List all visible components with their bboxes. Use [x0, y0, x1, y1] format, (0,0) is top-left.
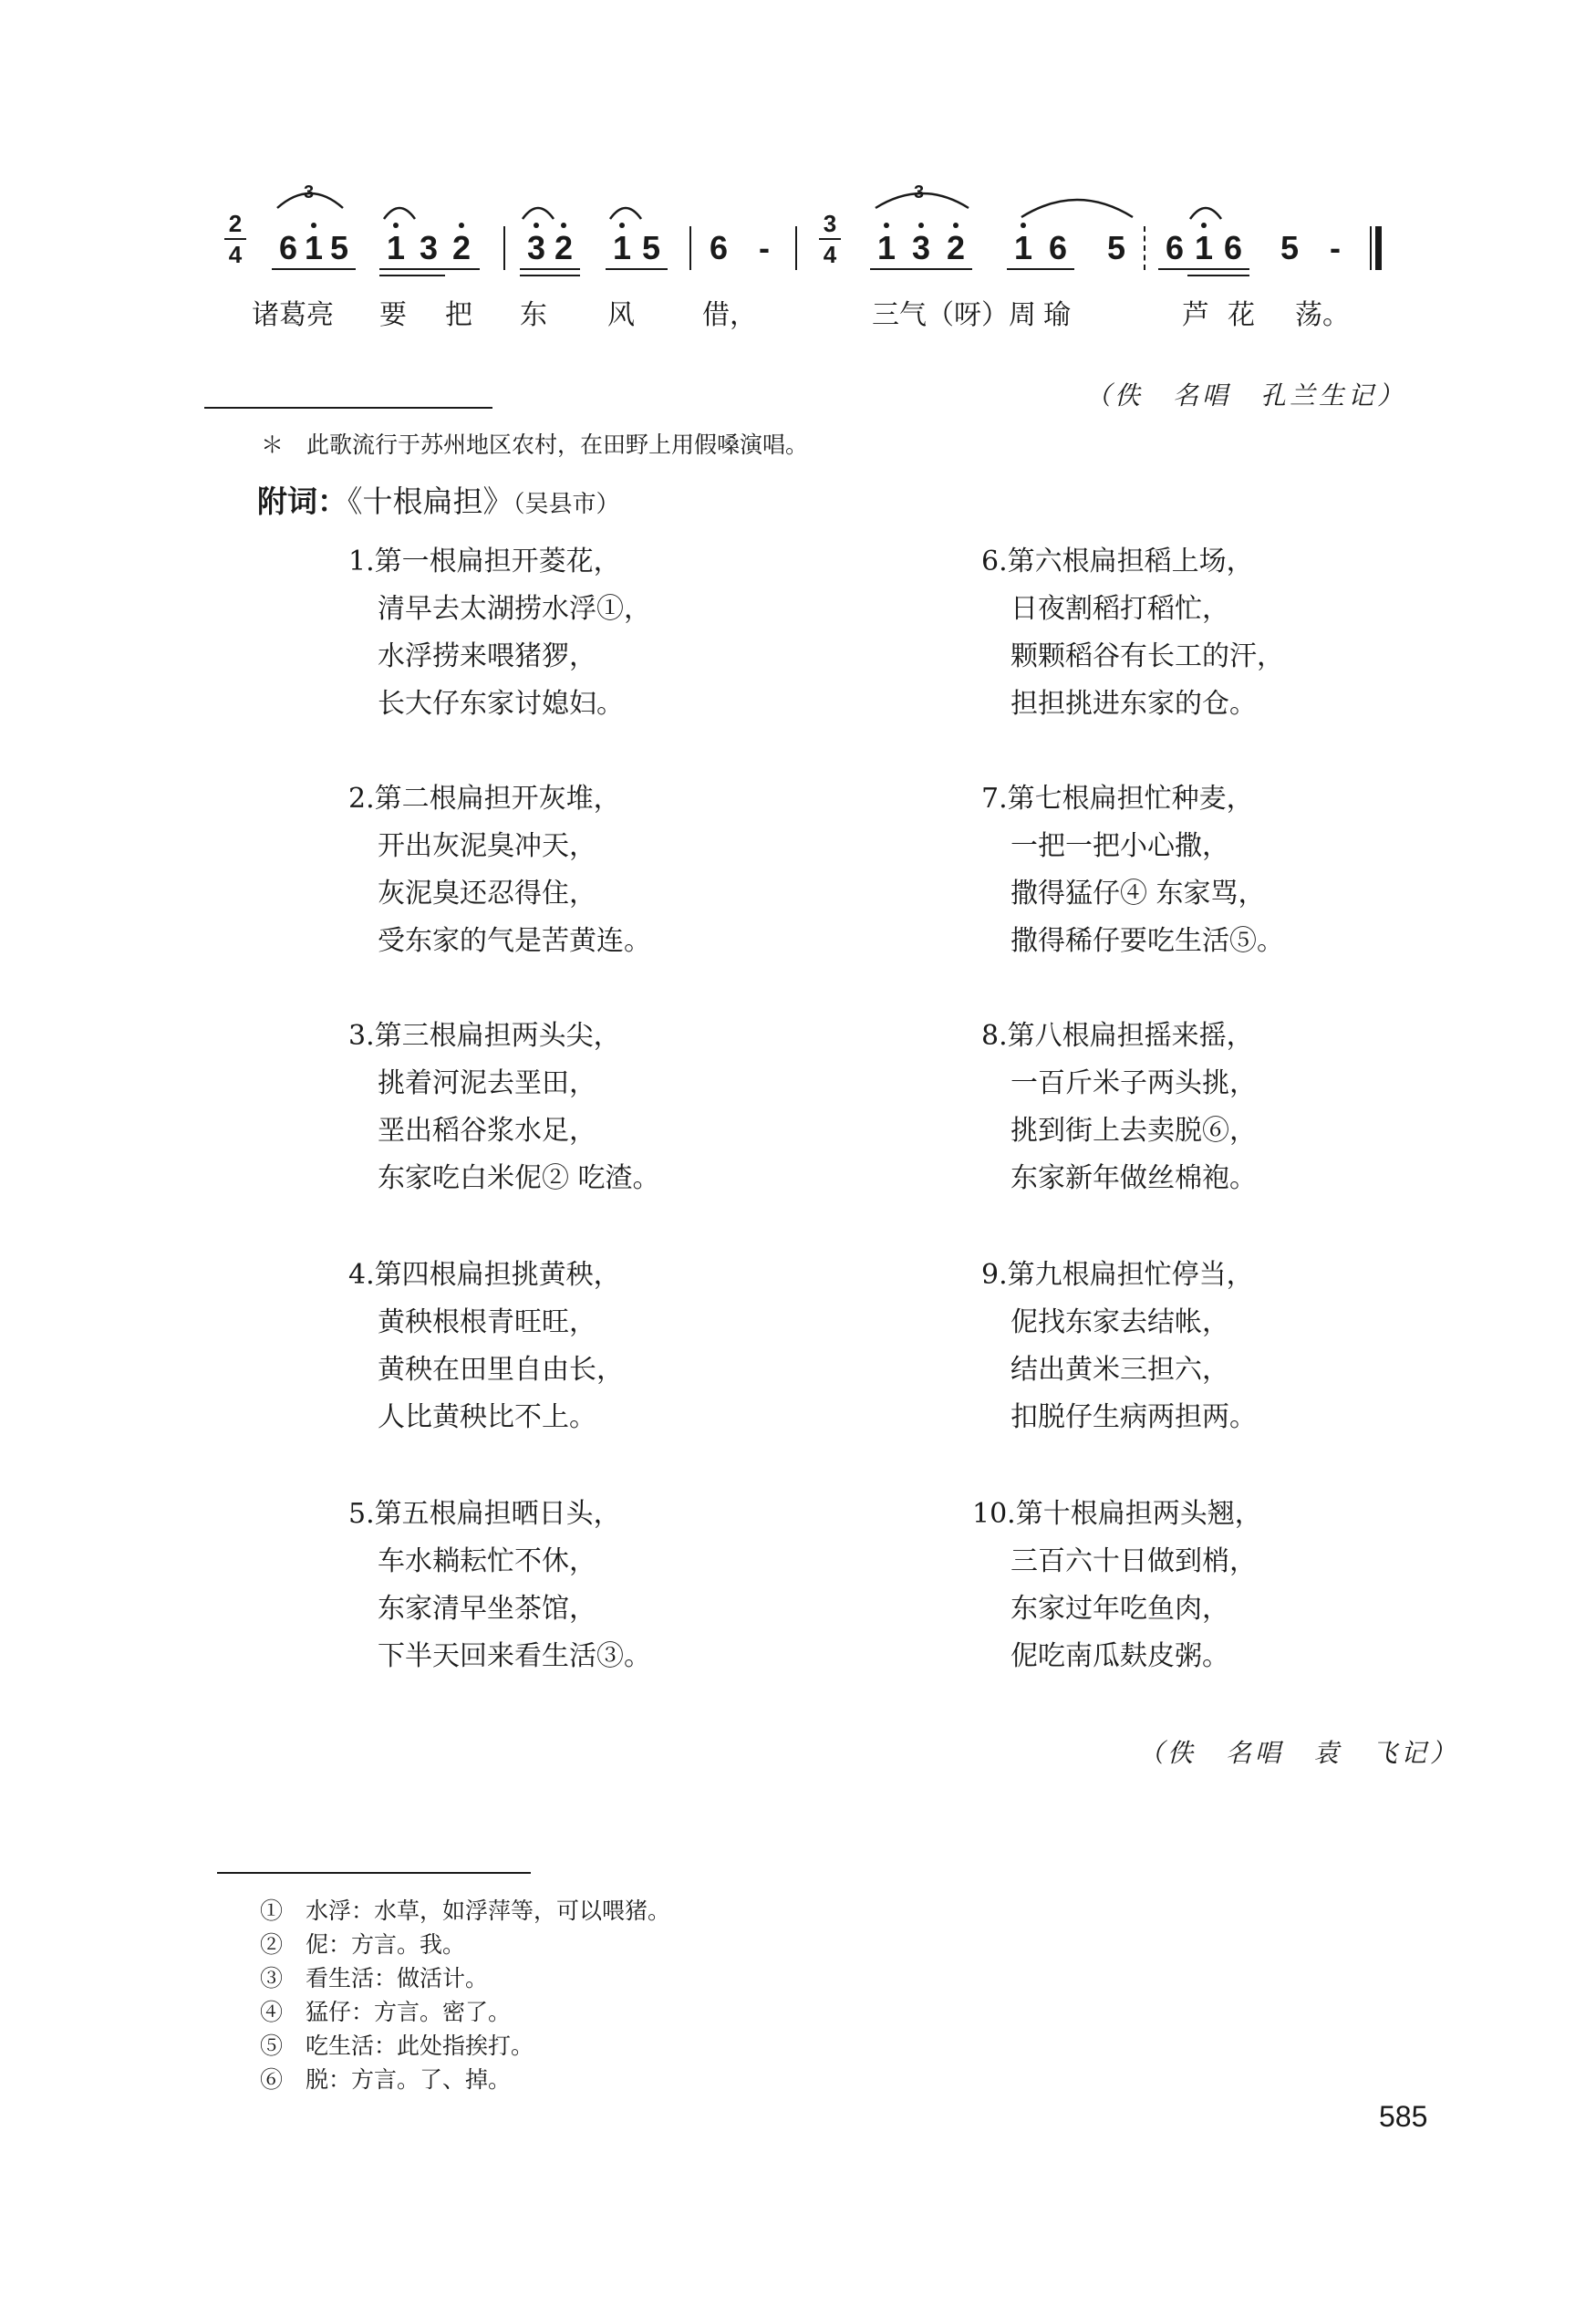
note: 6 — [709, 229, 729, 266]
footnote-rule — [204, 407, 492, 409]
verse-block — [348, 1252, 624, 1441]
lyric: 东 — [520, 299, 547, 331]
note: 1 — [1194, 229, 1214, 266]
note: 3 — [526, 229, 546, 266]
verse-line: 东家过年吃鱼肉， — [1010, 1593, 1229, 1625]
lyric: 要 — [379, 299, 407, 331]
fu-ci-heading — [257, 478, 620, 521]
verse-line: 担担挑进东家的仓。 — [1010, 688, 1257, 720]
verse-line: 挑着河泥去垩田， — [378, 1067, 596, 1099]
verse-line: 下半天回来看生活③。 — [378, 1640, 651, 1672]
verse-line: 9.第九根扁担忙停当， — [981, 1259, 1254, 1291]
note: 3 — [911, 229, 931, 266]
verse-line: 受东家的气是苦黄连。 — [378, 925, 651, 957]
verse-line: 伲吃南瓜麸皮粥。 — [1010, 1640, 1229, 1672]
verse-line: 清早去太湖捞水浮①， — [378, 593, 651, 625]
lyric: 荡。 — [1295, 299, 1350, 331]
note: 1 — [304, 229, 324, 266]
triplet-mark: 3 — [304, 182, 315, 203]
footnotes — [260, 1894, 670, 2096]
verse-line: 7.第七根扁担忙种麦， — [981, 783, 1254, 815]
lyric: 三气（呀）周 — [872, 299, 1036, 331]
note: 5 — [1106, 229, 1126, 266]
verse-line: 开出灰泥臭冲天， — [378, 830, 596, 862]
verse-block — [981, 1013, 1257, 1202]
time-signature — [819, 212, 841, 266]
verse-block — [348, 538, 651, 728]
verse-line: 灰泥臭还忍得住， — [378, 878, 596, 910]
verse-block — [348, 775, 651, 965]
lyric: 芦 — [1182, 299, 1209, 331]
verse-line: 黄秧根根青旺旺， — [378, 1306, 596, 1338]
note: 6 — [1165, 229, 1185, 266]
note: 2 — [554, 229, 574, 266]
lyric: 诸葛亮 — [252, 299, 334, 331]
footnote: ② 伲：方言。我。 — [260, 1931, 466, 1958]
verse-line: 东家新年做丝棉袍。 — [1010, 1162, 1257, 1194]
page-number: 585 — [1379, 2100, 1428, 2133]
note: 1 — [386, 229, 406, 266]
fu-ci-title: 《十根扁担》 — [347, 484, 513, 519]
note: 1 — [876, 229, 896, 266]
slur-mark — [607, 201, 644, 221]
verse-line: 10.第十根扁担两头翘， — [972, 1498, 1262, 1530]
verse-line: 日夜割稻打稻忙， — [1010, 593, 1229, 625]
verse-line: 水浮捞来喂猪猡， — [378, 640, 596, 672]
time-sig-bottom: 4 — [823, 241, 837, 268]
dash-note: - — [1330, 229, 1341, 266]
verse-line: 垩出稻谷浆水足， — [378, 1115, 596, 1147]
time-sig-bottom: 4 — [228, 241, 243, 268]
note: 5 — [641, 229, 661, 266]
verse-line: 一把一把小心撒， — [1010, 830, 1229, 862]
note: 6 — [1223, 229, 1243, 266]
fu-ci-place: （吴县市） — [513, 491, 620, 518]
verse-block — [981, 1252, 1257, 1441]
verse-line: 8.第八根扁担摇来摇， — [981, 1020, 1254, 1052]
verse-line: 伲找东家去结帐， — [1010, 1306, 1229, 1338]
note: 1 — [1013, 229, 1033, 266]
verse-line: 一百斤米子两头挑， — [1010, 1067, 1257, 1099]
slur-mark — [1018, 190, 1136, 221]
time-sig-top: 3 — [823, 210, 837, 237]
footnote: ① 水浮：水草，如浮萍等，可以喂猪。 — [260, 1898, 671, 1924]
verse-line: 黄秧在田里自由长， — [378, 1354, 624, 1386]
note: 3 — [419, 229, 439, 266]
note: 6 — [278, 229, 298, 266]
slur-mark — [381, 201, 418, 221]
lyric: 把 — [445, 299, 472, 331]
footnote: ③ 看生活：做活计。 — [260, 1965, 489, 1991]
verse-line: 扣脱仔生病两担两。 — [1010, 1401, 1257, 1433]
lyric: 风 — [607, 299, 635, 331]
time-sig-top: 2 — [228, 210, 243, 237]
note: 6 — [1048, 229, 1068, 266]
verse-block — [348, 1013, 660, 1202]
dash-note: - — [759, 229, 770, 266]
footnote: ⑤ 吃生活：此处指挨打。 — [260, 2033, 534, 2059]
note: 2 — [451, 229, 472, 266]
verse-block — [972, 1491, 1262, 1680]
verse-line: 1.第一根扁担开菱花， — [348, 546, 621, 577]
verse-line: 5.第五根扁担晒日头， — [348, 1498, 621, 1530]
credit-singer-recorder: （佚 名唱 孔兰生记） — [1085, 380, 1407, 411]
fu-ci-label: 附词： — [257, 484, 347, 519]
verse-line: 长大仔东家讨媳妇。 — [378, 688, 624, 720]
note: 5 — [1280, 229, 1300, 266]
note: 2 — [946, 229, 966, 266]
note: 1 — [612, 229, 632, 266]
verse-line: 撒得猛仔④ 东家骂， — [1010, 878, 1266, 910]
verse-block — [348, 1491, 651, 1680]
footnote: ④ 猛仔：方言。密了。 — [260, 1999, 512, 2025]
verse-line: 颗颗稻谷有长工的汗， — [1010, 640, 1284, 672]
time-signature — [224, 212, 246, 266]
verse-line: 人比黄秧比不上。 — [378, 1401, 596, 1433]
footnote-rule — [217, 1872, 531, 1874]
lyric: 瑜 — [1043, 299, 1071, 331]
credit-singer-recorder: （佚 名唱 袁 飞记） — [1138, 1738, 1460, 1768]
triplet-mark: 3 — [914, 182, 925, 203]
verse-line: 结出黄米三担六， — [1010, 1354, 1229, 1386]
slur-mark — [1187, 201, 1224, 221]
verse-line: 6.第六根扁担稻上场， — [981, 546, 1254, 577]
verse-line: 挑到街上去卖脱⑥， — [1010, 1115, 1257, 1147]
verse-line: 撒得稀仔要吃生活⑤。 — [1010, 925, 1284, 957]
performance-note: ＊ 此歌流行于苏州地区农村，在田野上用假嗓演唱。 — [261, 432, 809, 458]
lyric: 借， — [702, 299, 757, 331]
verse-line: 东家吃白米伲② 吃渣。 — [378, 1162, 660, 1194]
verse-line: 3.第三根扁担两头尖， — [348, 1020, 621, 1052]
lyric: 花 — [1228, 299, 1255, 331]
verse-line: 东家清早坐茶馆， — [378, 1593, 596, 1625]
jianpu-notation — [219, 182, 1459, 338]
verse-block — [981, 538, 1284, 728]
verse-block — [981, 775, 1284, 965]
verse-line: 车水耥耘忙不休， — [378, 1545, 596, 1577]
verse-line: 4.第四根扁担挑黄秧， — [348, 1259, 621, 1291]
slur-mark — [520, 201, 556, 221]
verse-line: 2.第二根扁担开灰堆， — [348, 783, 621, 815]
footnote: ⑥ 脱：方言。了、掉。 — [260, 2066, 512, 2093]
verse-line: 三百六十日做到梢， — [1010, 1545, 1257, 1577]
note: 5 — [329, 229, 349, 266]
